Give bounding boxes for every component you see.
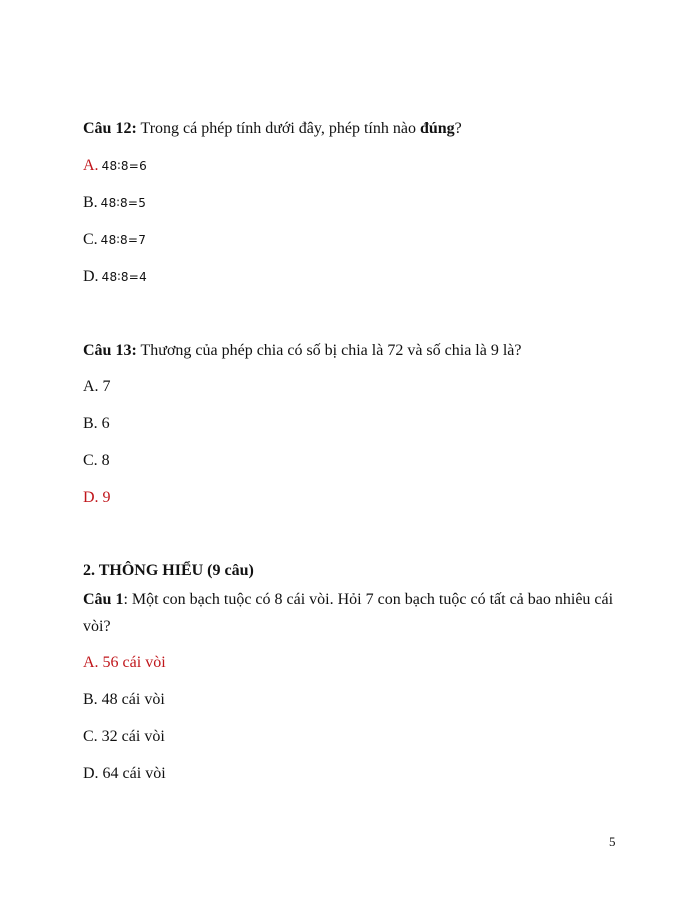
option-letter: B. [83, 194, 98, 211]
option-expression: 48∶8=5 [100, 196, 147, 210]
question-1-option-c: C. 32 cái vòi [83, 728, 165, 745]
question-13-option-b: B. 6 [83, 415, 110, 432]
option-letter: D. [83, 268, 99, 285]
question-12-stem [83, 119, 462, 139]
question-12-option-c [83, 230, 146, 250]
question-12-text-before: Trong cá phép tính dưới đây, phép tính nào [136, 120, 420, 137]
question-1-stem-line2: vòi? [83, 618, 111, 635]
question-1-text-line1: : Một con bạch tuộc có 8 cái vòi. Hỏi 7 con bạch tuộc có tất cả bao nhiêu cái [123, 591, 614, 608]
question-12-label: Câu 12: [83, 120, 137, 137]
question-12-option-a [83, 156, 147, 176]
question-12-option-b [83, 193, 146, 213]
question-13-option-a: A. 7 [83, 378, 111, 395]
option-expression: 48∶8=4 [101, 270, 148, 284]
question-12-option-d [83, 267, 147, 287]
page-number: 5 [609, 834, 616, 849]
question-1-label: Câu 1 [83, 591, 124, 608]
question-12-text-after: ? [454, 120, 462, 137]
question-1-stem-line1 [83, 590, 613, 610]
question-13-option-c: C. 8 [83, 452, 110, 469]
question-13-label: Câu 13: [83, 342, 137, 359]
question-1-option-a: A. 56 cái vòi [83, 654, 166, 671]
question-13-text: Thương của phép chia có số bị chia là 72 và số chia là 9 là? [136, 342, 522, 359]
question-13-stem [83, 341, 522, 361]
section-2-heading: 2. THÔNG HIỂU (9 câu) [83, 562, 254, 579]
question-13-option-d: D. 9 [83, 489, 111, 506]
question-1-option-b: B. 48 cái vòi [83, 691, 165, 708]
question-1-option-d: D. 64 cái vòi [83, 765, 166, 782]
option-expression: 48∶8=7 [100, 233, 147, 247]
option-expression: 48∶8=6 [101, 159, 148, 173]
option-letter: A. [83, 157, 99, 174]
option-letter: C. [83, 231, 98, 248]
question-12-emphasis: đúng [419, 120, 455, 137]
